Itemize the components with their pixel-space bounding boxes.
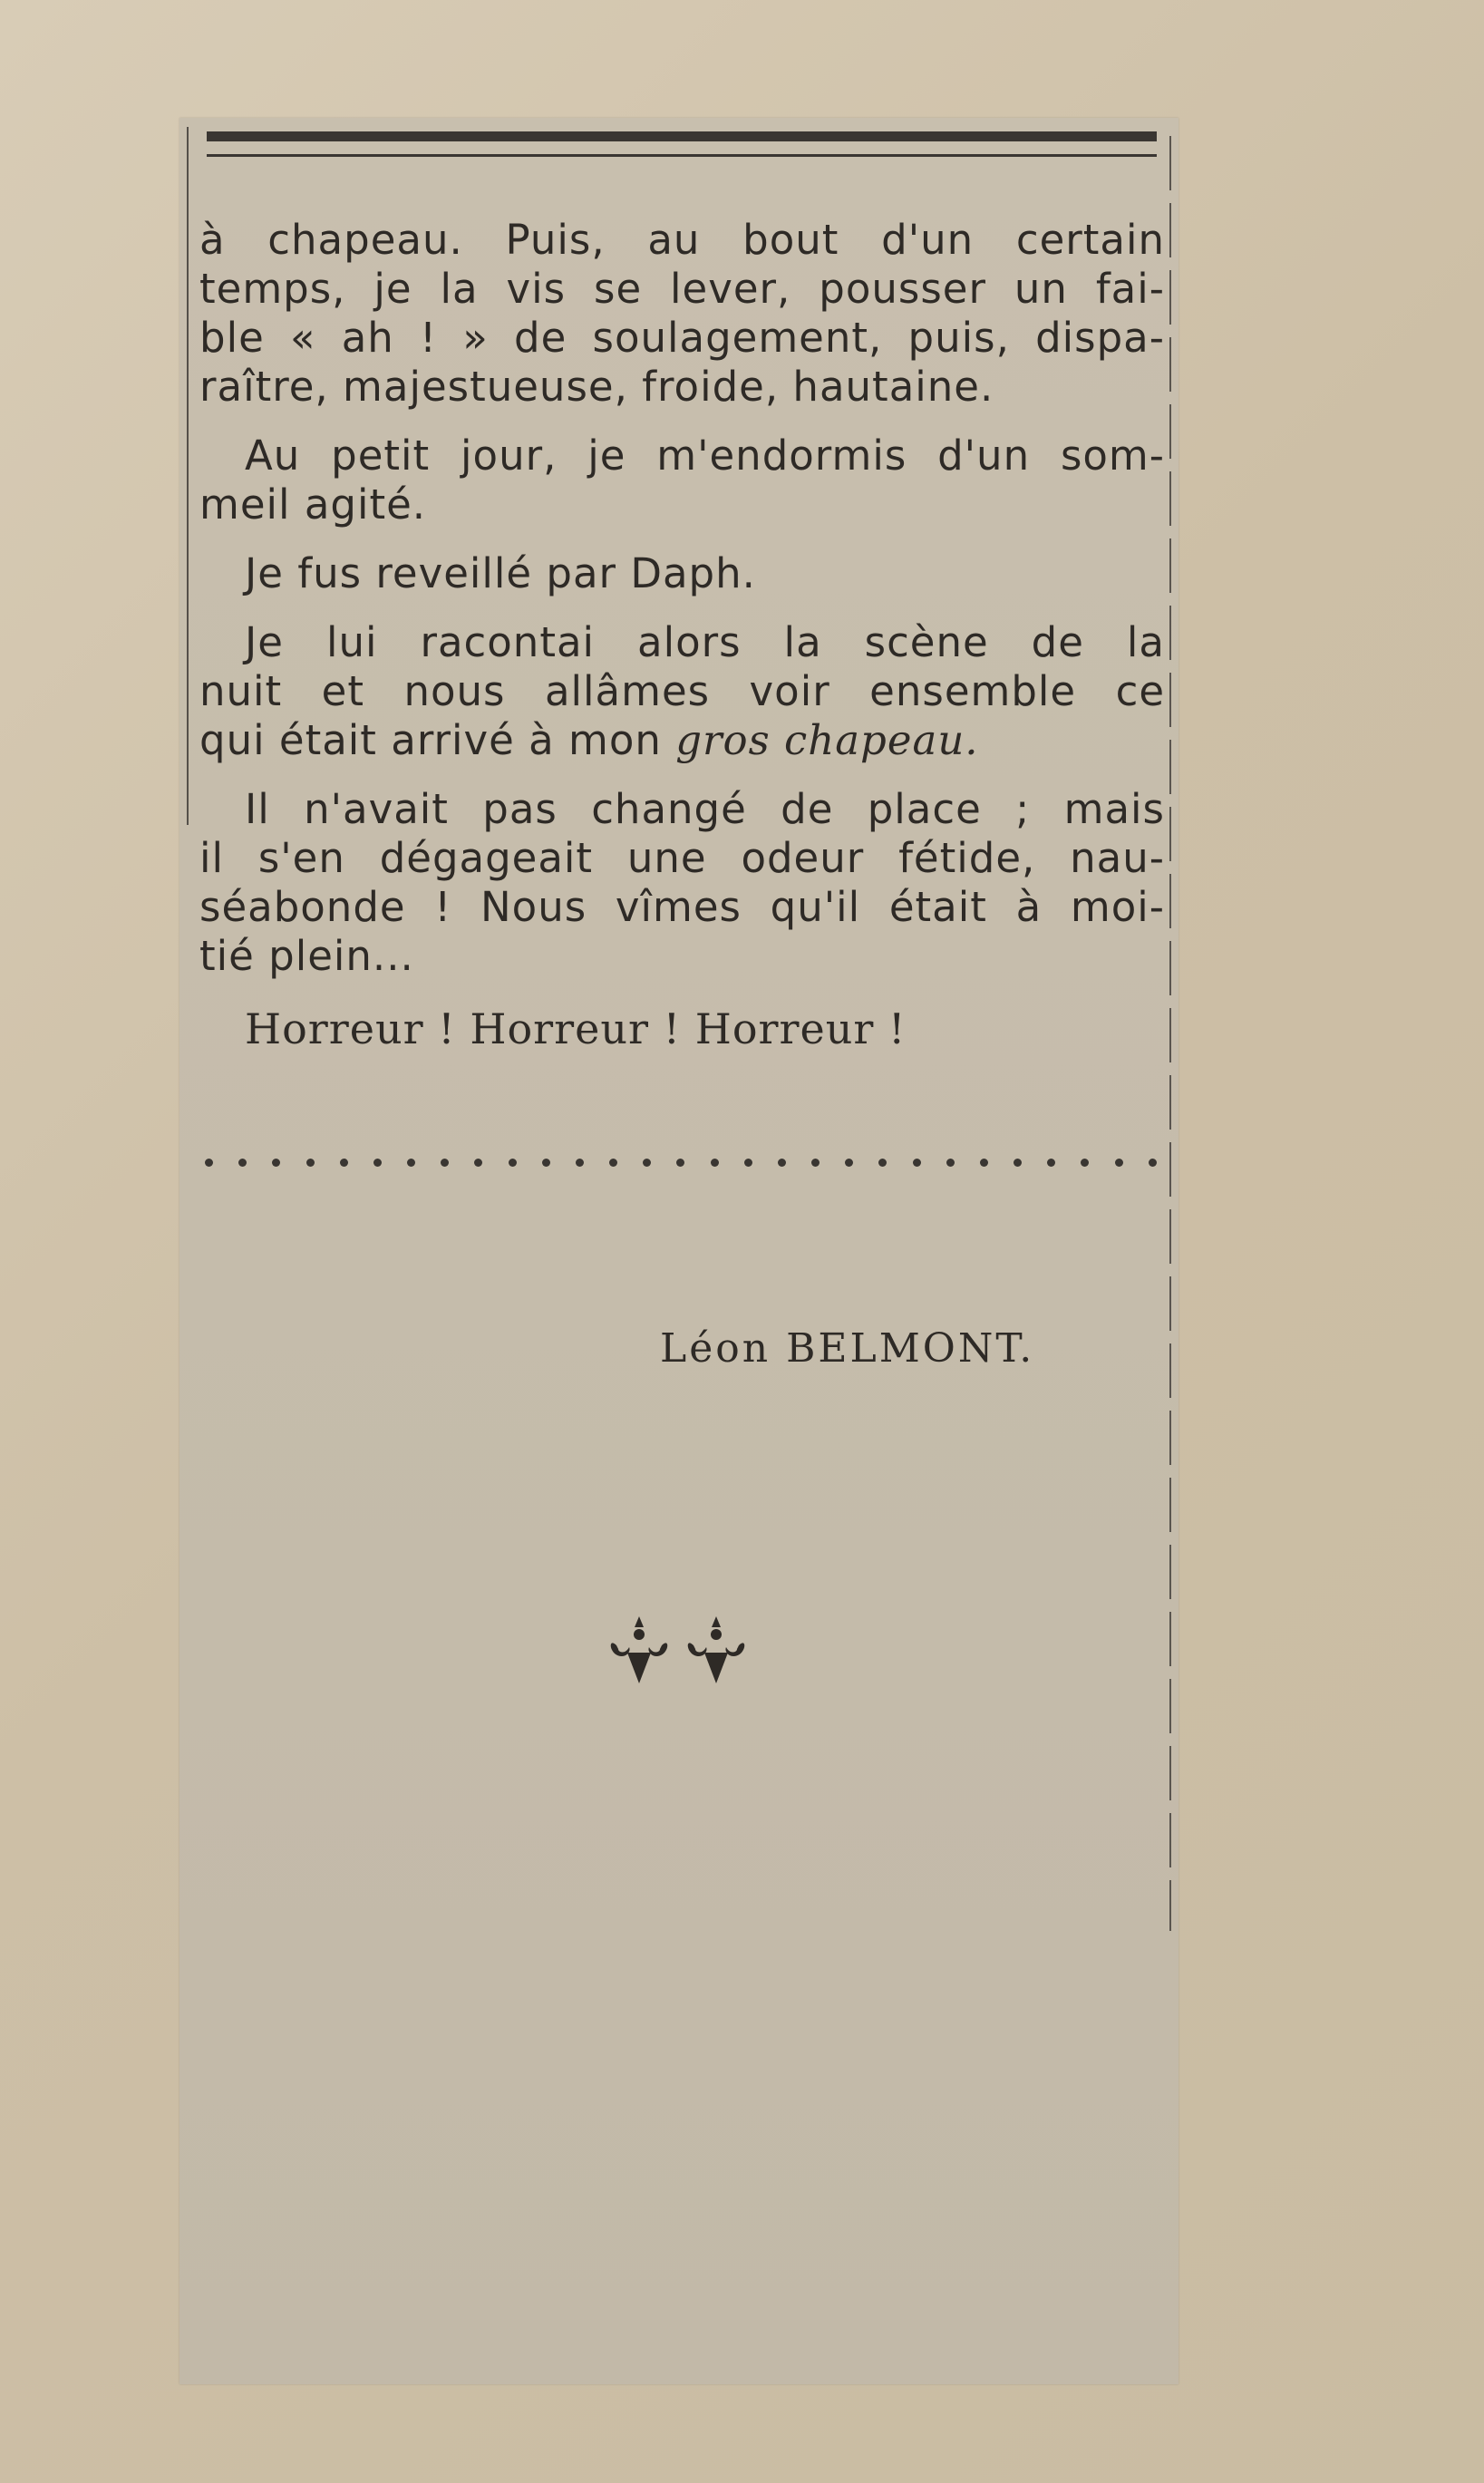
paragraph xyxy=(199,549,1165,598)
separator-dot xyxy=(845,1159,853,1167)
separator-dot xyxy=(474,1159,482,1167)
separator-dot xyxy=(778,1159,786,1167)
separator-dot xyxy=(980,1159,988,1167)
separator-dot xyxy=(340,1159,348,1167)
separator-dot xyxy=(811,1159,820,1167)
separator-dot xyxy=(1081,1159,1089,1167)
text-line xyxy=(199,716,1165,765)
header-rule-thick xyxy=(207,131,1157,141)
separator-dot xyxy=(373,1159,382,1167)
separator-dot xyxy=(509,1159,517,1167)
separator-dot xyxy=(1149,1159,1157,1167)
text-line: nuit et nous allâmes voir ensemble ce xyxy=(199,667,1165,715)
separator-dot xyxy=(441,1159,449,1167)
exclamation-line: Horreur ! Horreur ! Horreur ! xyxy=(245,1004,907,1053)
text-line: ble « ah ! » de soulagement, puis, dispa- xyxy=(199,314,1165,362)
separator-dot xyxy=(306,1159,315,1167)
separator-dot xyxy=(272,1159,280,1167)
separator-dot xyxy=(576,1159,584,1167)
italic-phrase: gros chapeau. xyxy=(675,716,979,764)
left-column-rule xyxy=(187,127,189,825)
separator-dot xyxy=(1115,1159,1123,1167)
separator-dot xyxy=(711,1159,719,1167)
fleuron-ornament-icon xyxy=(598,1609,757,1691)
text-line: Je lui racontai alors la scène de la xyxy=(245,618,1165,666)
paragraph xyxy=(199,785,1165,981)
dotted-separator xyxy=(205,1159,1157,1167)
text-fragment: qui était arrivé à mon xyxy=(199,716,676,764)
separator-dot xyxy=(542,1159,550,1167)
author-signature: Léon BELMONT. xyxy=(660,1325,1035,1372)
separator-dot xyxy=(407,1159,415,1167)
text-line: raître, majestueuse, froide, hautaine. xyxy=(199,363,994,411)
separator-dot xyxy=(609,1159,617,1167)
right-column-rule xyxy=(1169,136,1171,1931)
separator-dot xyxy=(238,1159,247,1167)
separator-dot xyxy=(946,1159,955,1167)
text-line: il s'en dégageait une odeur fétide, nau- xyxy=(199,834,1165,882)
paragraph xyxy=(199,432,1165,529)
separator-dot xyxy=(1047,1159,1055,1167)
separator-dot xyxy=(676,1159,684,1167)
paragraph xyxy=(199,618,1165,765)
text-line: à chapeau. Puis, au bout d'un certain xyxy=(199,216,1165,264)
text-line: Je fus reveillé par Daph. xyxy=(245,549,756,597)
text-line: temps, je la vis se lever, pousser un fai- xyxy=(199,265,1165,313)
text-line: séabonde ! Nous vîmes qu'il était à moi- xyxy=(199,883,1165,931)
separator-dot xyxy=(643,1159,651,1167)
article-body xyxy=(199,216,1165,1001)
separator-dot xyxy=(205,1159,213,1167)
separator-dot xyxy=(913,1159,921,1167)
paragraph xyxy=(199,216,1165,412)
text-line: Au petit jour, je m'endormis d'un som- xyxy=(245,432,1165,480)
text-line: meil agité. xyxy=(199,480,427,529)
text-line: Il n'avait pas changé de place ; mais xyxy=(245,785,1165,833)
separator-dot xyxy=(744,1159,752,1167)
separator-dot xyxy=(1014,1159,1022,1167)
separator-dot xyxy=(878,1159,887,1167)
header-rule-thin xyxy=(207,154,1157,157)
text-line: tié plein... xyxy=(199,932,414,980)
